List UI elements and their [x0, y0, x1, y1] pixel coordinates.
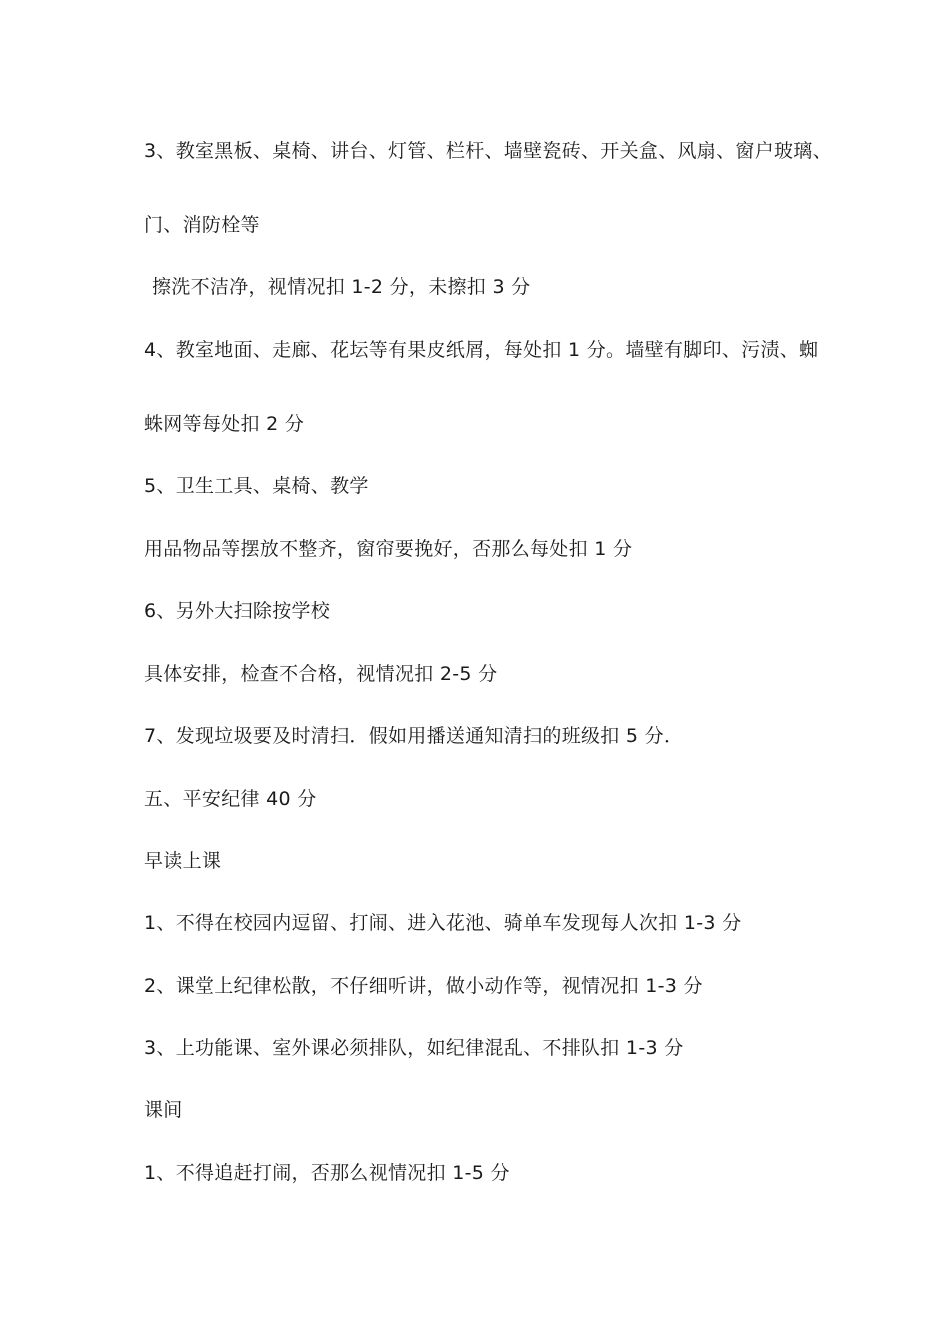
- discipline-rule-3: 3、上功能课、室外课必须排队，如纪律混乱、不排队扣 1-3 分: [144, 1037, 684, 1059]
- rule-5-line-1: 5、卫生工具、桌椅、教学: [144, 475, 369, 497]
- subsection-morning: 早读上课: [144, 850, 222, 872]
- rule-4-line-1: 4、教室地面、走廊、花坛等有果皮纸屑，每处扣 1 分。墙壁有脚印、污渍、蜘: [144, 339, 819, 361]
- rule-6-line-2: 具体安排，检查不合格，视情况扣 2-5 分: [144, 663, 498, 685]
- rule-7: 7、发现垃圾要及时清扫．假如用播送通知清扫的班级扣 5 分．: [144, 725, 684, 747]
- break-rule-1: 1、不得追赶打闹，否那么视情况扣 1-5 分: [144, 1162, 510, 1184]
- discipline-rule-1: 1、不得在校园内逗留、打闹、进入花池、骑单车发现每人次扣 1-3 分: [144, 912, 742, 934]
- section-heading: 五、平安纪律 40 分: [144, 788, 317, 810]
- rule-3-line-1: 3、教室黑板、桌椅、讲台、灯管、栏杆、墙壁瓷砖、开关盒、风扇、窗户玻璃、: [144, 140, 832, 162]
- discipline-rule-2: 2、课堂上纪律松散，不仔细听讲，做小动作等，视情况扣 1-3 分: [144, 975, 703, 997]
- rule-5-line-2: 用品物品等摆放不整齐，窗帘要挽好，否那么每处扣 1 分: [144, 538, 633, 560]
- rule-3-line-2: 门、消防栓等: [144, 214, 260, 236]
- rule-4-line-2: 蛛网等每处扣 2 分: [144, 413, 305, 435]
- subsection-break: 课间: [144, 1099, 183, 1121]
- rule-6-line-1: 6、另外大扫除按学校: [144, 600, 331, 622]
- rule-3-line-3: 擦洗不洁净，视情况扣 1-2 分，未擦扣 3 分: [152, 276, 531, 298]
